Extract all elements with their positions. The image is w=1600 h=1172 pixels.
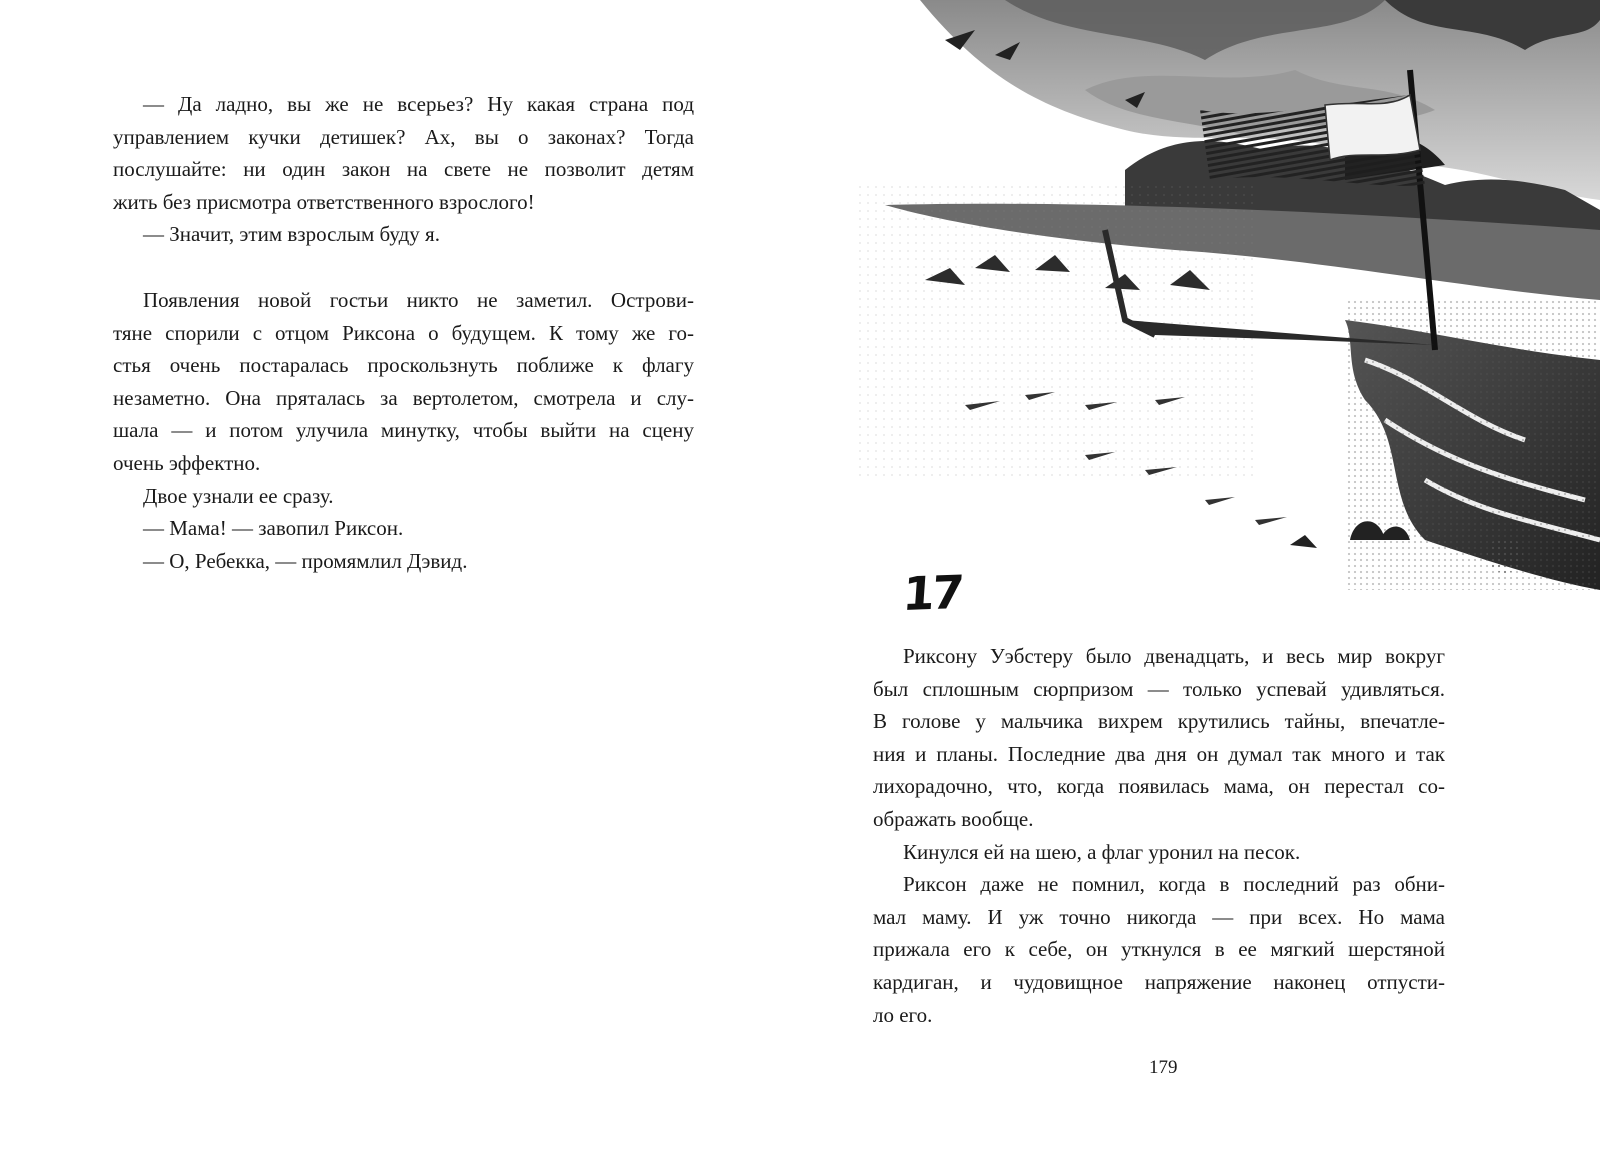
chapter-number: 17 [901, 565, 963, 621]
text-line: Риксон даже не помнил, когда в последний раз обни- [903, 872, 1445, 897]
text-line: жить без присмотра ответственного взрослого! [113, 189, 535, 214]
left-text-block-2 [113, 284, 694, 577]
right-page [800, 0, 1600, 1172]
page-number: 179 [1149, 1057, 1178, 1078]
text-line: мал маму. И уж точно никогда — при всех. Но мама [873, 904, 1445, 929]
left-text-block-1 [113, 88, 694, 251]
text-line: кардиган, и чудовищное напряжение наконец отпусти- [873, 969, 1445, 994]
text-line: шала — и потом улучила минутку, чтобы выйти на сцену [113, 418, 694, 443]
text-line: прижала его к себе, он уткнулся в ее мягкий шерстяной [873, 937, 1445, 962]
text-line: тяне спорили с отцом Риксона о будущем. К тому же го- [113, 320, 694, 345]
text-line: стья очень постаралась проскользнуть поближе к флагу [113, 353, 694, 378]
text-line: очень эффектно. [113, 450, 261, 475]
text-line: Риксону Уэбстеру было двенадцать, и весь мир вокруг [903, 644, 1445, 668]
text-line: В голове у мальчика вихрем крутились тайны, впечатле- [873, 709, 1445, 734]
text-line: послушайте: ни один закон на свете не позволит детям [113, 157, 694, 182]
text-line: — Значит, этим взрослым буду я. [143, 222, 440, 247]
text-line: Появления новой гостьи никто не заметил. Острови- [143, 288, 694, 312]
text-line: ображать вообще. [873, 806, 1034, 831]
text-line: Двое узнали ее сразу. [143, 483, 334, 508]
text-line: — Да ладно, вы же не всерьез? Ну какая страна под [143, 92, 694, 116]
text-line: — О, Ребекка, — промямлил Дэвид. [143, 548, 468, 573]
text-line: ло его. [873, 1002, 933, 1027]
text-line: незаметно. Она пряталась за вертолетом, смотрела и слу- [113, 385, 694, 410]
text-line: был сплошным сюрпризом — только успевай удивляться. [873, 676, 1445, 701]
text-line: управлением кучки детишек? Ах, вы о законах? Тогда [113, 124, 694, 149]
text-line: — Мама! — завопил Риксон. [143, 516, 404, 541]
text-line: ния и планы. Последние два дня он думал так много и так [873, 741, 1445, 766]
text-line: лихорадочно, что, когда появилась мама, он перестал со- [873, 774, 1445, 799]
beach-flag-illustration [825, 0, 1600, 590]
text-line: Кинулся ей на шею, а флаг уронил на песок. [903, 839, 1301, 864]
right-text-block [873, 640, 1445, 1031]
